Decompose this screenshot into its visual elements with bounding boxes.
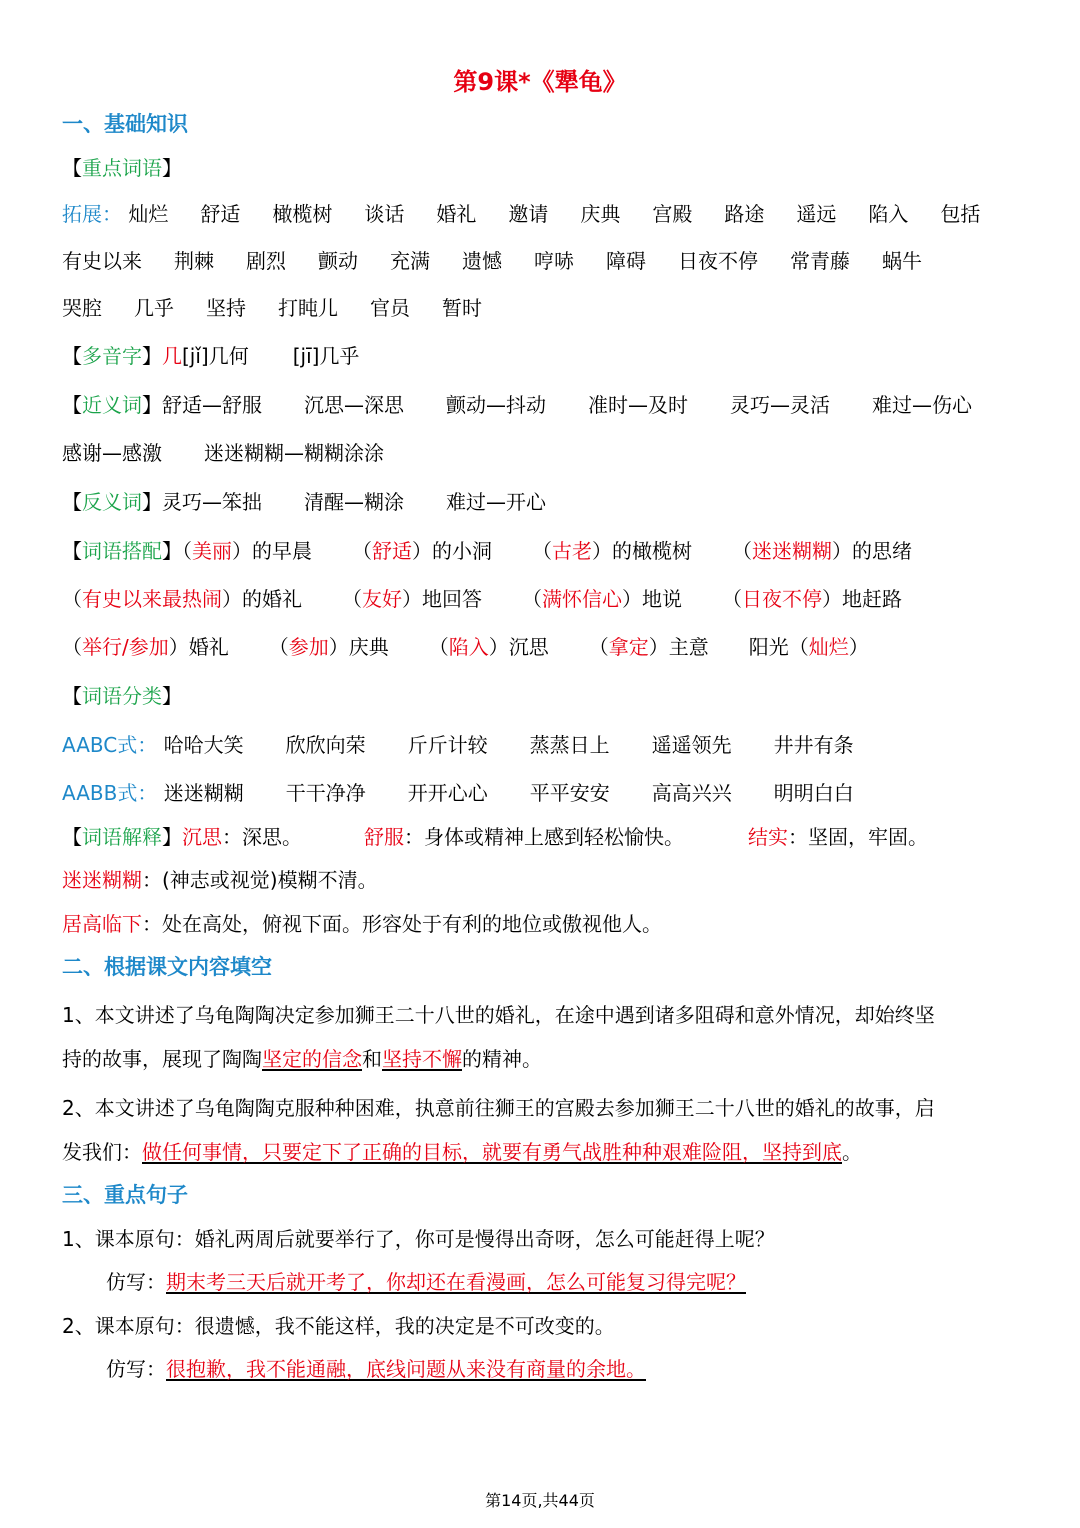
explain-def-2: ：身体或精神上感到轻松愉快。: [404, 825, 684, 849]
collocation-rest: 阳光: [748, 635, 789, 659]
vocab-row-1: [62, 200, 980, 228]
collocation-item: （有史以来最热闹）的婚礼: [62, 587, 302, 611]
collocation-rest: 的橄榄树: [612, 539, 692, 563]
word-pair: 明明白白: [773, 781, 854, 805]
vocab-word: 陷入: [868, 202, 909, 226]
fill-p1-line-2: [62, 1045, 542, 1073]
word-pair: 难过—开心: [446, 490, 546, 514]
explain-word-4: 迷迷糊糊: [62, 868, 142, 892]
vocab-row-3: [62, 294, 482, 322]
vocab-word: 有史以来: [62, 249, 142, 273]
fill-p2-end: 。: [842, 1140, 862, 1164]
classify-label: 词语分类: [82, 684, 162, 708]
vocab-word: 颤动: [318, 249, 358, 273]
section-heading-fill: 二、根据课文内容填空: [62, 955, 272, 979]
vocab-word: 包括: [940, 202, 981, 226]
aabb-row: [62, 779, 854, 807]
vocab-word: 宫殿: [652, 202, 693, 226]
collocation-fill: 舒适: [372, 539, 412, 563]
explain-def-3: ：坚固，牢固。: [788, 825, 928, 849]
collocation-fill: 有史以来最热闹: [82, 587, 222, 611]
page-footer: 第14页,共44页: [485, 1491, 595, 1510]
vocab-word: 庆典: [580, 202, 621, 226]
label-key-words: 【重点词语】: [62, 156, 182, 180]
fill-p1-text: 持的故事，展现了陶陶: [62, 1047, 262, 1071]
collocation-row-1: 【词语搭配】（美丽）的早晨 （舒适）的小洞 （古老）的橄榄树 （迷迷糊糊）的思绪: [62, 539, 912, 563]
collocation-item: （舒适）的小洞: [352, 539, 492, 563]
word-pair: 沉思—深思: [304, 393, 404, 417]
polyphone-reading-1: [jǐ]几何: [182, 344, 249, 368]
polyphone-reading-2: [jī]几乎: [292, 344, 360, 368]
explain-row-1: 【词语解释】沉思：深思。 舒服：身体或精神上感到轻松愉快。 结实：坚固，牢固。: [62, 825, 928, 849]
collocation-item: （举行/参加）婚礼: [62, 635, 229, 659]
vocab-word: 暂时: [442, 296, 482, 320]
word-pair: 遥遥领先: [651, 733, 732, 757]
explain-row-2: [62, 866, 378, 894]
collocation-label: 词语搭配: [82, 539, 162, 563]
collocation-rest: 地回答: [422, 587, 482, 611]
word-pair: 舒适—舒服: [162, 393, 262, 417]
explain-def-5: ：处在高处，俯视下面。形容处于有利的地位或傲视他人。: [142, 912, 662, 936]
polyphone-line: 【多音字】几[jǐ]几何 [jī]几乎: [62, 344, 360, 368]
collocation-rest: 的思绪: [852, 539, 912, 563]
collocation-item: （友好）地回答: [342, 587, 482, 611]
vocab-word: 常青藤: [790, 249, 850, 273]
aabc-row: [62, 731, 854, 759]
word-pair: 蒸蒸日上: [529, 733, 610, 757]
explain-word-3: 结实: [748, 825, 788, 849]
synonyms-row-2: [62, 439, 384, 467]
vocab-word: 蜗牛: [882, 249, 922, 273]
collocation-fill: 日夜不停: [742, 587, 822, 611]
antonyms-row: 【反义词】灵巧—笨拙 清醒—糊涂 难过—开心: [62, 490, 546, 514]
polyphone-char: 几: [162, 344, 182, 368]
vocab-word: 哼哧: [534, 249, 574, 273]
collocation-item: （参加）庆典: [268, 635, 389, 659]
fill-answer-3: 做任何事情，只要定下了正确的目标，就要有勇气战胜种种艰难险阻，坚持到底: [142, 1140, 842, 1164]
classify-line: 【词语分类】: [62, 684, 182, 708]
word-pair: 清醒—糊涂: [304, 490, 404, 514]
collocation-rest: 的小洞: [432, 539, 492, 563]
sentence-original-1: 1、课本原句：婚礼两周后就要举行了，你可是慢得出奇呀，怎么可能赶得上呢？: [62, 1227, 775, 1251]
word-pair: 迷迷糊糊—糊糊涂涂: [204, 441, 384, 465]
word-pair: 开开心心: [407, 781, 488, 805]
vocab-word: 橄榄树: [272, 202, 333, 226]
collocation-item: （迷迷糊糊）的思绪: [732, 539, 912, 563]
explain-word-5: 居高临下: [62, 912, 142, 936]
vocab-word: 灿烂: [128, 202, 169, 226]
word-pair: 哈哈大笑: [163, 733, 244, 757]
collocation-item: （拿定）主意: [588, 635, 709, 659]
explain-label: 词语解释: [82, 825, 162, 849]
word-pair: 难过—伤心: [872, 393, 972, 417]
vocab-word: 遥远: [796, 202, 837, 226]
word-pair: 斤斤计较: [407, 733, 488, 757]
fill-p2-text: 发我们：: [62, 1140, 142, 1164]
vocab-word: 舒适: [200, 202, 241, 226]
fill-and: 和: [362, 1047, 382, 1071]
vocab-word: 遗憾: [462, 249, 502, 273]
fill-p1-end: 的精神。: [462, 1047, 542, 1071]
explain-word-2: 舒服: [364, 825, 404, 849]
collocation-fill: 友好: [362, 587, 402, 611]
imitation-answer-2: 很抱歉，我不能通融，底线问题从来没有商量的余地。: [166, 1357, 646, 1381]
vocab-word: 谈话: [364, 202, 405, 226]
vocab-word: 哭腔: [62, 296, 102, 320]
vocab-word: 打盹儿: [278, 296, 338, 320]
vocab-word: 路途: [724, 202, 765, 226]
collocation-item: （日夜不停）地赶路: [722, 587, 902, 611]
collocation-rest: 的婚礼: [242, 587, 302, 611]
word-pair: 欣欣向荣: [285, 733, 366, 757]
sentence-imitation-2: [106, 1355, 646, 1383]
vocab-word: 婚礼: [436, 202, 477, 226]
key-words-label: 重点词语: [82, 156, 162, 180]
collocation-fill: 满怀信心: [542, 587, 622, 611]
imitation-answer-1: 期末考三天后就开考了，你却还在看漫画，怎么可能复习得完呢？: [166, 1270, 746, 1294]
page-title: 第9课*《犟龟》: [453, 68, 627, 96]
explain-row-3: [62, 910, 662, 938]
collocation-item: （古老）的橄榄树: [532, 539, 692, 563]
collocation-rest: 主意: [668, 635, 709, 659]
word-pair: 灵巧—灵活: [730, 393, 830, 417]
collocation-rest: 地赶路: [842, 587, 902, 611]
section-heading-sentences: 三、重点句子: [62, 1183, 188, 1207]
imitation-label-1: 仿写：: [106, 1270, 166, 1294]
collocation-fill: 参加: [288, 635, 329, 659]
collocation-fill: 举行/参加: [82, 635, 169, 659]
collocation-item: （美丽）的早晨: [182, 539, 312, 563]
explain-def-1: ：深思。: [222, 825, 302, 849]
word-pair: 准时—及时: [588, 393, 688, 417]
section-heading-basics: 一、基础知识: [62, 112, 188, 136]
collocation-item: （陷入）沉思: [428, 635, 549, 659]
vocab-word: 荆棘: [174, 249, 214, 273]
word-pair: 干干净净: [285, 781, 366, 805]
expand-label: 拓展：: [62, 202, 122, 226]
word-pair: 灵巧—笨拙: [162, 490, 262, 514]
word-pair: 颤动—抖动: [446, 393, 546, 417]
collocation-fill: 古老: [552, 539, 592, 563]
word-pair: 井井有条: [773, 733, 854, 757]
collocation-item: （满怀信心）地说: [522, 587, 682, 611]
vocab-word: 剧烈: [246, 249, 286, 273]
aabc-label: AABC式：: [62, 733, 158, 757]
fill-p2-line-2: [62, 1138, 862, 1166]
collocation-rest: 地说: [642, 587, 682, 611]
explain-word-1: 沉思: [182, 825, 222, 849]
vocab-row-2: [62, 247, 922, 275]
fill-answer-1: 坚定的信念: [262, 1047, 362, 1071]
vocab-word: 邀请: [508, 202, 549, 226]
collocation-item: 阳光（灿烂）: [748, 635, 869, 659]
vocab-word: 障碍: [606, 249, 646, 273]
imitation-label-2: 仿写：: [106, 1357, 166, 1381]
word-pair: 迷迷糊糊: [163, 781, 244, 805]
fill-answer-2: 坚持不懈: [382, 1047, 462, 1071]
collocation-row-3: [62, 633, 869, 661]
sentence-original-2: 2、课本原句：很遗憾，我不能这样，我的决定是不可改变的。: [62, 1314, 615, 1338]
collocation-fill: 灿烂: [808, 635, 849, 659]
fill-p2-line-1: 2、本文讲述了乌龟陶陶克服种种困难，执意前往狮王的宫殿去参加狮王二十八世的婚礼的故事，启: [62, 1096, 935, 1120]
collocation-rest: 婚礼: [188, 635, 229, 659]
collocation-fill: 美丽: [192, 539, 232, 563]
vocab-word: 官员: [370, 296, 410, 320]
explain-def-4: ：(神志或视觉)模糊不清。: [142, 868, 378, 892]
vocab-word: 几乎: [134, 296, 174, 320]
vocab-word: 日夜不停: [678, 249, 758, 273]
vocab-word: 充满: [390, 249, 430, 273]
polyphone-label: 多音字: [82, 344, 142, 368]
antonyms-label: 反义词: [82, 490, 142, 514]
word-pair: 感谢—感激: [62, 441, 162, 465]
word-pair: 平平安安: [529, 781, 610, 805]
vocab-word: 坚持: [206, 296, 246, 320]
synonyms-row-1: 【近义词】舒适—舒服 沉思—深思 颤动—抖动 准时—及时 灵巧—灵活 难过—伤心: [62, 393, 972, 417]
collocation-rest: 沉思: [508, 635, 549, 659]
aabb-label: AABB式：: [62, 781, 158, 805]
word-pair: 高高兴兴: [651, 781, 732, 805]
fill-p1-line-1: 1、本文讲述了乌龟陶陶决定参加狮王二十八世的婚礼，在途中遇到诸多阻碍和意外情况，却始终坚: [62, 1003, 935, 1027]
collocation-row-2: [62, 585, 902, 613]
sentence-imitation-1: [106, 1268, 746, 1296]
collocation-fill: 迷迷糊糊: [752, 539, 832, 563]
collocation-rest: 的早晨: [252, 539, 312, 563]
collocation-rest: 庆典: [348, 635, 389, 659]
collocation-fill: 拿定: [608, 635, 649, 659]
synonyms-label: 近义词: [82, 393, 142, 417]
collocation-fill: 陷入: [448, 635, 489, 659]
